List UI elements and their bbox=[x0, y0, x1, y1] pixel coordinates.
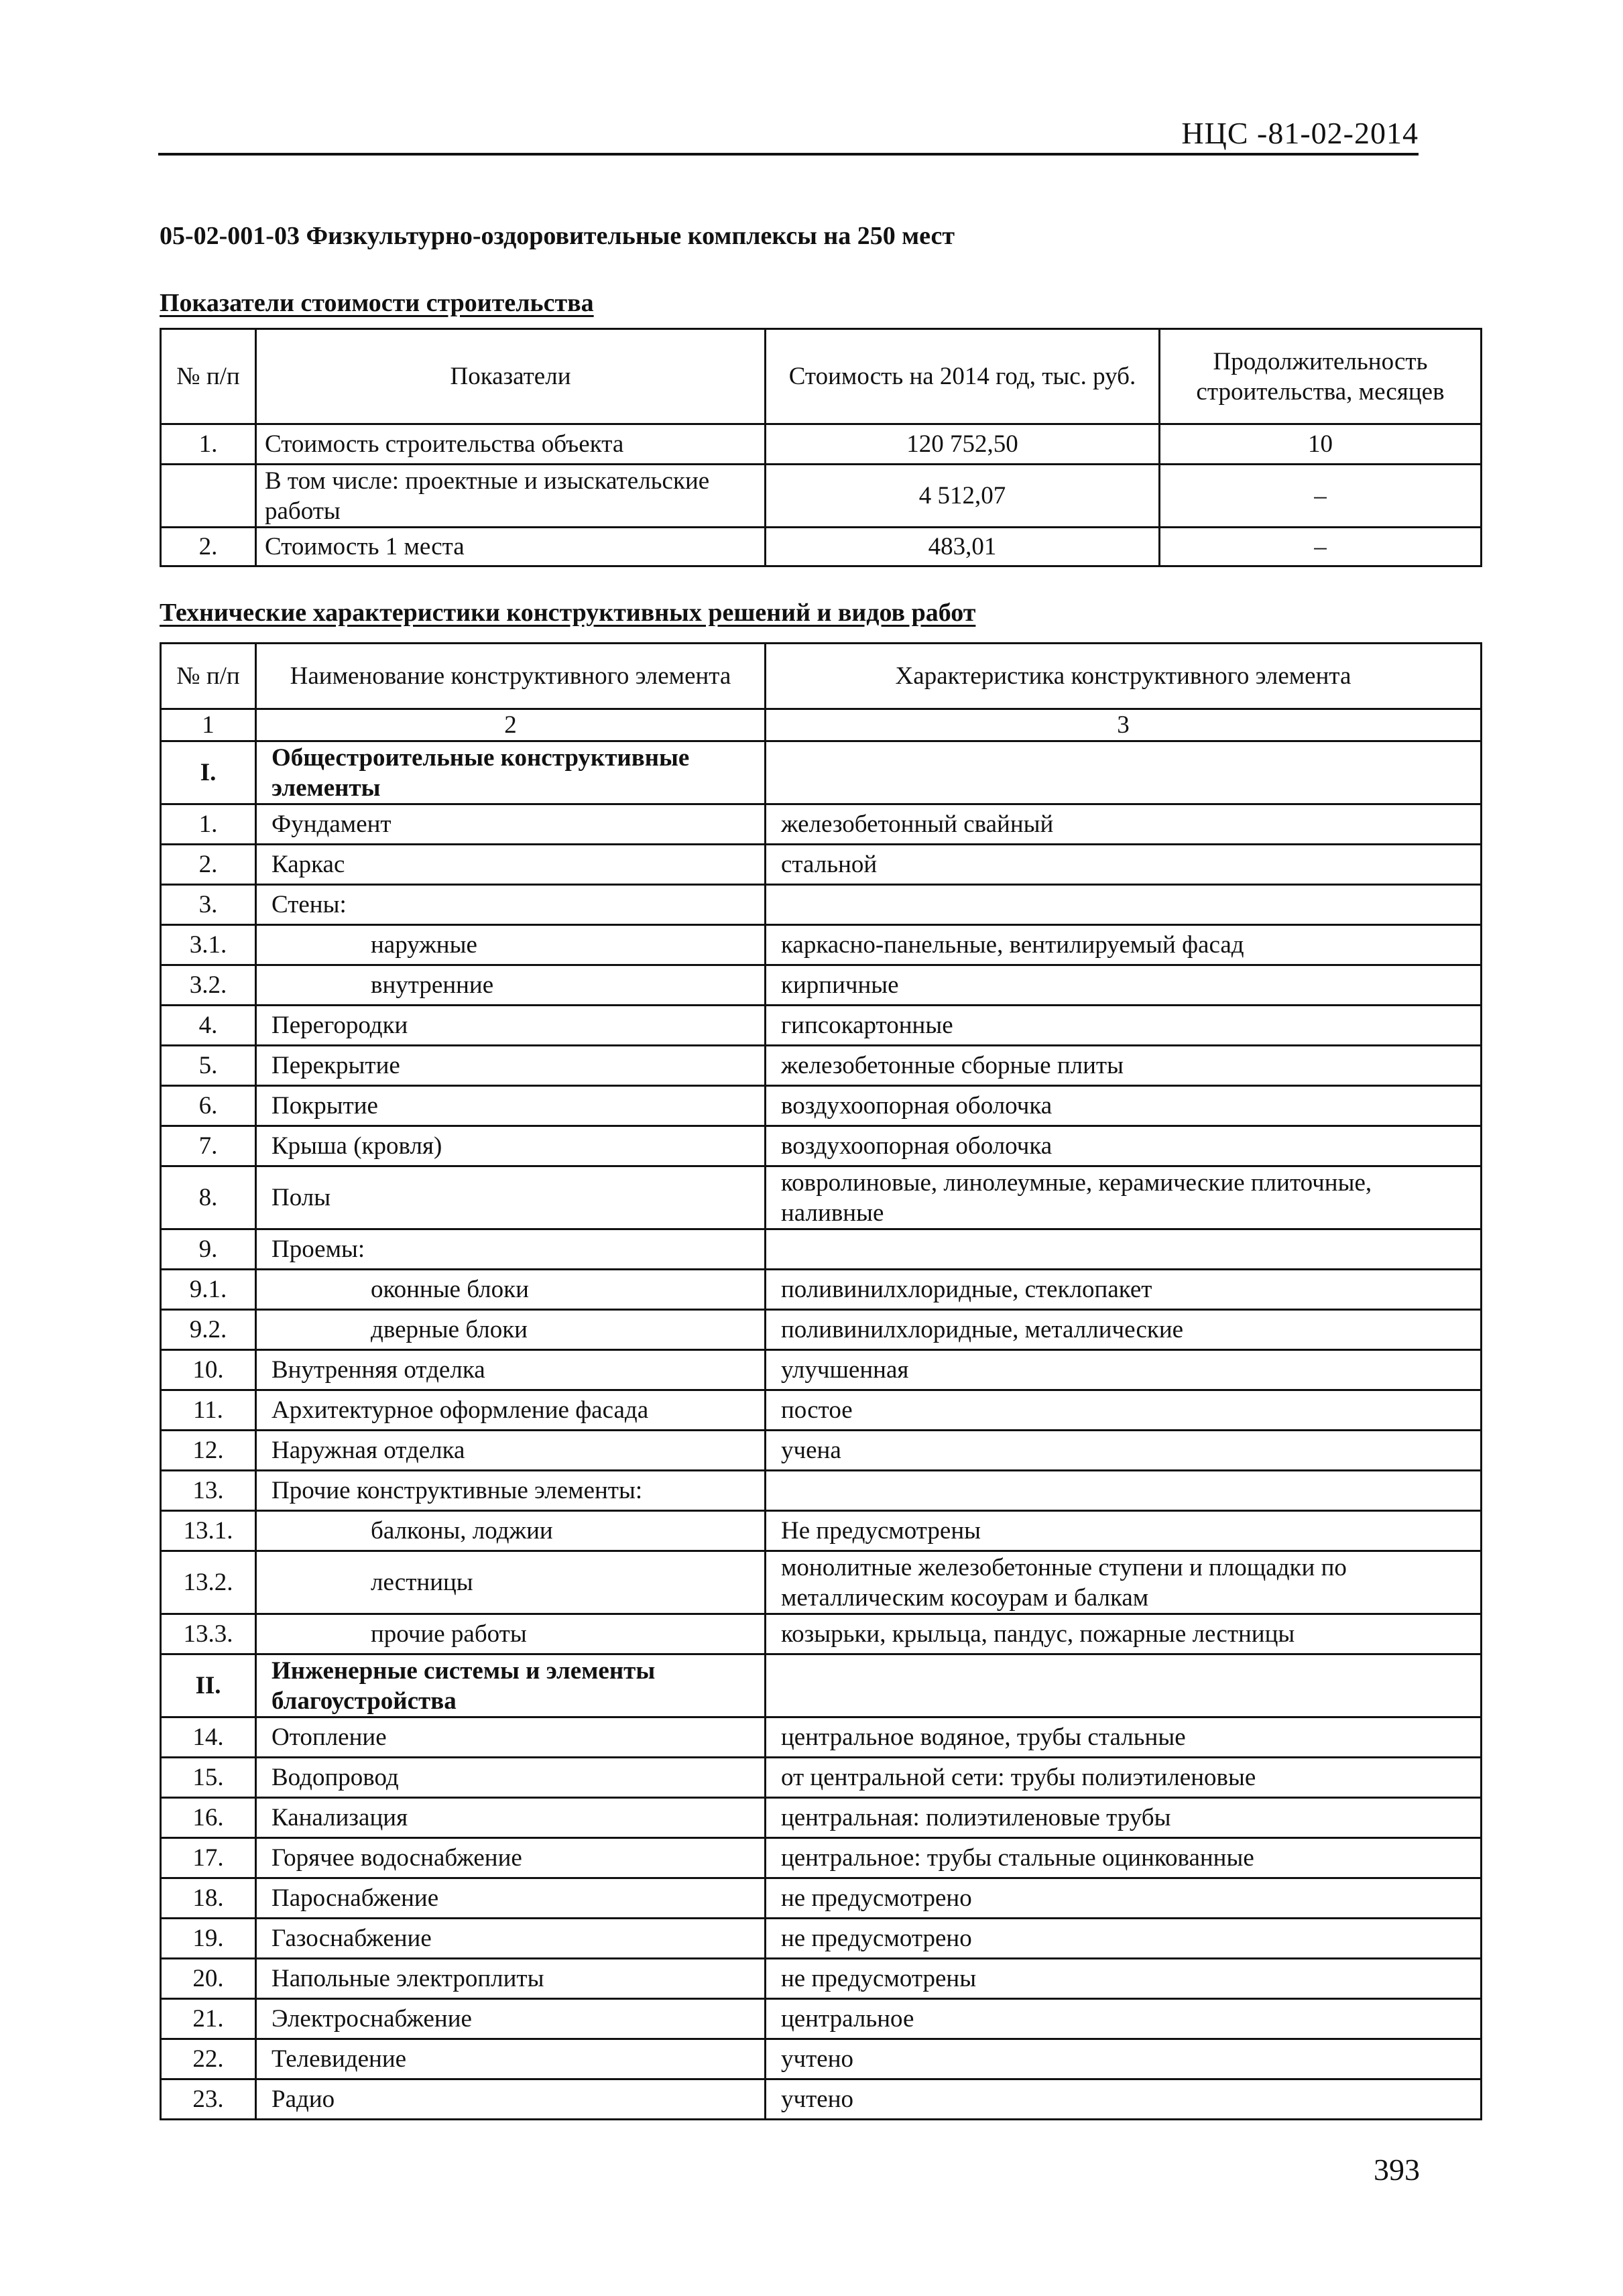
element-name: Электроснабжение bbox=[256, 1999, 766, 2039]
row-number: I. bbox=[161, 741, 256, 804]
element-description: воздухоопорная оболочка bbox=[766, 1126, 1482, 1166]
element-name: Наружная отделка bbox=[256, 1431, 766, 1471]
element-name: Перегородки bbox=[256, 1006, 766, 1046]
element-name: Проемы: bbox=[256, 1229, 766, 1270]
element-name: Крыша (кровля) bbox=[256, 1126, 766, 1166]
element-description: не предусмотрены bbox=[766, 1959, 1482, 1999]
column-header: № п/п bbox=[161, 644, 256, 709]
element-name: Инженерные системы и элементы благоустройства bbox=[256, 1654, 766, 1717]
row-number: 11. bbox=[161, 1390, 256, 1431]
element-name: Покрытие bbox=[256, 1086, 766, 1126]
table-row bbox=[161, 1229, 1482, 1270]
element-description: воздухоопорная оболочка bbox=[766, 1086, 1482, 1126]
element-description: учтено bbox=[766, 2079, 1482, 2120]
element-description: железобетонный свайный bbox=[766, 804, 1482, 845]
element-name: Канализация bbox=[256, 1798, 766, 1838]
element-name: Пароснабжение bbox=[256, 1878, 766, 1919]
row-number: 1. bbox=[161, 804, 256, 845]
row-number: 13. bbox=[161, 1471, 256, 1511]
element-description: не предусмотрено bbox=[766, 1878, 1482, 1919]
table-row bbox=[161, 528, 1482, 566]
row-number: 4. bbox=[161, 1006, 256, 1046]
row-number: 3. bbox=[161, 885, 256, 925]
table-row bbox=[161, 1798, 1482, 1838]
table-row bbox=[161, 2079, 1482, 2120]
tech-table-header bbox=[161, 644, 1482, 709]
element-name: Полы bbox=[256, 1166, 766, 1229]
column-number: 3 bbox=[766, 709, 1482, 741]
header-rule bbox=[158, 153, 1419, 156]
table-row bbox=[161, 465, 1482, 528]
row-number: 8. bbox=[161, 1166, 256, 1229]
table-row bbox=[161, 1431, 1482, 1471]
element-name: Прочие конструктивные элементы: bbox=[256, 1471, 766, 1511]
table-row bbox=[161, 1614, 1482, 1654]
element-description: поливинилхлоридные, стеклопакет bbox=[766, 1270, 1482, 1310]
tech-table bbox=[160, 642, 1482, 2120]
column-header: Наименование конструктивного элемента bbox=[256, 644, 766, 709]
row-number: 1. bbox=[161, 424, 256, 465]
indicator-name: Стоимость строительства объекта bbox=[256, 424, 766, 465]
table-row bbox=[161, 925, 1482, 965]
row-number: 9.1. bbox=[161, 1270, 256, 1310]
row-number: 17. bbox=[161, 1838, 256, 1878]
duration-value: – bbox=[1160, 528, 1482, 566]
row-number bbox=[161, 465, 256, 528]
row-number: II. bbox=[161, 1654, 256, 1717]
table-row bbox=[161, 1511, 1482, 1551]
element-name: Перекрытие bbox=[256, 1046, 766, 1086]
table-row bbox=[161, 1086, 1482, 1126]
row-number: 14. bbox=[161, 1717, 256, 1758]
column-header: Характеристика конструктивного элемента bbox=[766, 644, 1482, 709]
table-row bbox=[161, 1717, 1482, 1758]
element-name: Телевидение bbox=[256, 2039, 766, 2079]
tech-section-heading: Технические характеристики конструктивных решений и видов работ bbox=[160, 599, 976, 627]
row-number: 18. bbox=[161, 1878, 256, 1919]
element-name: оконные блоки bbox=[256, 1270, 766, 1310]
element-description bbox=[766, 1471, 1482, 1511]
column-header: № п/п bbox=[161, 329, 256, 424]
element-name: Горячее водоснабжение bbox=[256, 1838, 766, 1878]
element-description: Не предусмотрены bbox=[766, 1511, 1482, 1551]
element-name: Радио bbox=[256, 2079, 766, 2120]
duration-value: – bbox=[1160, 465, 1482, 528]
element-description: не предусмотрено bbox=[766, 1919, 1482, 1959]
element-description: кирпичные bbox=[766, 965, 1482, 1006]
row-number: 2. bbox=[161, 528, 256, 566]
table-row bbox=[161, 804, 1482, 845]
element-name: Отопление bbox=[256, 1717, 766, 1758]
element-description: центральное водяное, трубы стальные bbox=[766, 1717, 1482, 1758]
element-description bbox=[766, 885, 1482, 925]
table-row bbox=[161, 1126, 1482, 1166]
row-number: 10. bbox=[161, 1350, 256, 1390]
document-title: 05-02-001-03 Физкультурно-оздоровительные комплексы на 250 мест bbox=[160, 222, 955, 250]
element-description: поливинилхлоридные, металлические bbox=[766, 1310, 1482, 1350]
column-header: Показатели bbox=[256, 329, 766, 424]
row-number: 23. bbox=[161, 2079, 256, 2120]
table-row bbox=[161, 1270, 1482, 1310]
table-row bbox=[161, 1919, 1482, 1959]
table-row bbox=[161, 1390, 1482, 1431]
row-number: 3.1. bbox=[161, 925, 256, 965]
row-number: 9. bbox=[161, 1229, 256, 1270]
row-number: 13.3. bbox=[161, 1614, 256, 1654]
element-description: стальной bbox=[766, 845, 1482, 885]
duration-value: 10 bbox=[1160, 424, 1482, 465]
element-description: от центральной сети: трубы полиэтиленовые bbox=[766, 1758, 1482, 1798]
table-row bbox=[161, 1758, 1482, 1798]
table-row bbox=[161, 1046, 1482, 1086]
table-row bbox=[161, 1999, 1482, 2039]
cost-value: 4 512,07 bbox=[766, 465, 1160, 528]
element-description: железобетонные сборные плиты bbox=[766, 1046, 1482, 1086]
row-number: 2. bbox=[161, 845, 256, 885]
element-description bbox=[766, 1654, 1482, 1717]
row-number: 20. bbox=[161, 1959, 256, 1999]
tech-table-body bbox=[161, 741, 1482, 2120]
table-row bbox=[161, 885, 1482, 925]
row-number: 6. bbox=[161, 1086, 256, 1126]
row-number: 12. bbox=[161, 1431, 256, 1471]
element-name: Архитектурное оформление фасада bbox=[256, 1390, 766, 1431]
row-number: 21. bbox=[161, 1999, 256, 2039]
element-description: учена bbox=[766, 1431, 1482, 1471]
table-row bbox=[161, 1471, 1482, 1511]
row-number: 7. bbox=[161, 1126, 256, 1166]
element-description: центральное: трубы стальные оцинкованные bbox=[766, 1838, 1482, 1878]
document-code: НЦС -81-02-2014 bbox=[1181, 116, 1419, 150]
column-header: Стоимость на 2014 год, тыс. руб. bbox=[766, 329, 1160, 424]
table-row bbox=[161, 965, 1482, 1006]
element-name: дверные блоки bbox=[256, 1310, 766, 1350]
row-number: 13.1. bbox=[161, 1511, 256, 1551]
element-name: Фундамент bbox=[256, 804, 766, 845]
cost-table-header bbox=[161, 329, 1482, 424]
cost-table bbox=[160, 328, 1482, 567]
cost-value: 483,01 bbox=[766, 528, 1160, 566]
table-row bbox=[161, 1878, 1482, 1919]
element-name: внутренние bbox=[256, 965, 766, 1006]
element-description: гипсокартонные bbox=[766, 1006, 1482, 1046]
element-description bbox=[766, 1229, 1482, 1270]
row-number: 9.2. bbox=[161, 1310, 256, 1350]
table-row bbox=[161, 424, 1482, 465]
row-number: 13.2. bbox=[161, 1551, 256, 1614]
table-row bbox=[161, 1166, 1482, 1229]
element-name: Водопровод bbox=[256, 1758, 766, 1798]
cost-value: 120 752,50 bbox=[766, 424, 1160, 465]
element-description: постое bbox=[766, 1390, 1482, 1431]
element-name: Внутренняя отделка bbox=[256, 1350, 766, 1390]
element-name: Напольные электроплиты bbox=[256, 1959, 766, 1999]
element-name: Газоснабжение bbox=[256, 1919, 766, 1959]
cost-section-heading: Показатели стоимости строительства bbox=[160, 289, 594, 317]
element-description: центральная: полиэтиленовые трубы bbox=[766, 1798, 1482, 1838]
column-number: 2 bbox=[256, 709, 766, 741]
row-number: 3.2. bbox=[161, 965, 256, 1006]
row-number: 5. bbox=[161, 1046, 256, 1086]
element-name: Каркас bbox=[256, 845, 766, 885]
table-row bbox=[161, 1310, 1482, 1350]
section-row bbox=[161, 1654, 1482, 1717]
section-row bbox=[161, 741, 1482, 804]
element-description: ковролиновые, линолеумные, керамические плиточные, наливные bbox=[766, 1166, 1482, 1229]
table-row bbox=[161, 1551, 1482, 1614]
element-name: Стены: bbox=[256, 885, 766, 925]
table-row bbox=[161, 1350, 1482, 1390]
table-row bbox=[161, 1959, 1482, 1999]
row-number: 16. bbox=[161, 1798, 256, 1838]
element-description bbox=[766, 741, 1482, 804]
element-description: улучшенная bbox=[766, 1350, 1482, 1390]
table-row bbox=[161, 1006, 1482, 1046]
row-number: 19. bbox=[161, 1919, 256, 1959]
element-description: каркасно-панельные, вентилируемый фасад bbox=[766, 925, 1482, 965]
element-description: центральное bbox=[766, 1999, 1482, 2039]
element-description: учтено bbox=[766, 2039, 1482, 2079]
element-description: козырьки, крыльца, пандус, пожарные лестницы bbox=[766, 1614, 1482, 1654]
indicator-name: В том числе: проектные и изыскательские работы bbox=[256, 465, 766, 528]
row-number: 15. bbox=[161, 1758, 256, 1798]
column-header: Продолжительность строительства, месяцев bbox=[1160, 329, 1482, 424]
page-number: 393 bbox=[1374, 2153, 1420, 2187]
table-row bbox=[161, 2039, 1482, 2079]
element-name: Общестроительные конструктивные элементы bbox=[256, 741, 766, 804]
table-row bbox=[161, 1838, 1482, 1878]
element-name: балконы, лоджии bbox=[256, 1511, 766, 1551]
column-number-row bbox=[161, 709, 1482, 741]
element-name: лестницы bbox=[256, 1551, 766, 1614]
indicator-name: Стоимость 1 места bbox=[256, 528, 766, 566]
element-name: прочие работы bbox=[256, 1614, 766, 1654]
column-number: 1 bbox=[161, 709, 256, 741]
row-number: 22. bbox=[161, 2039, 256, 2079]
element-description: монолитные железобетонные ступени и площадки по металлическим косоурам и балкам bbox=[766, 1551, 1482, 1614]
table-row bbox=[161, 845, 1482, 885]
element-name: наружные bbox=[256, 925, 766, 965]
